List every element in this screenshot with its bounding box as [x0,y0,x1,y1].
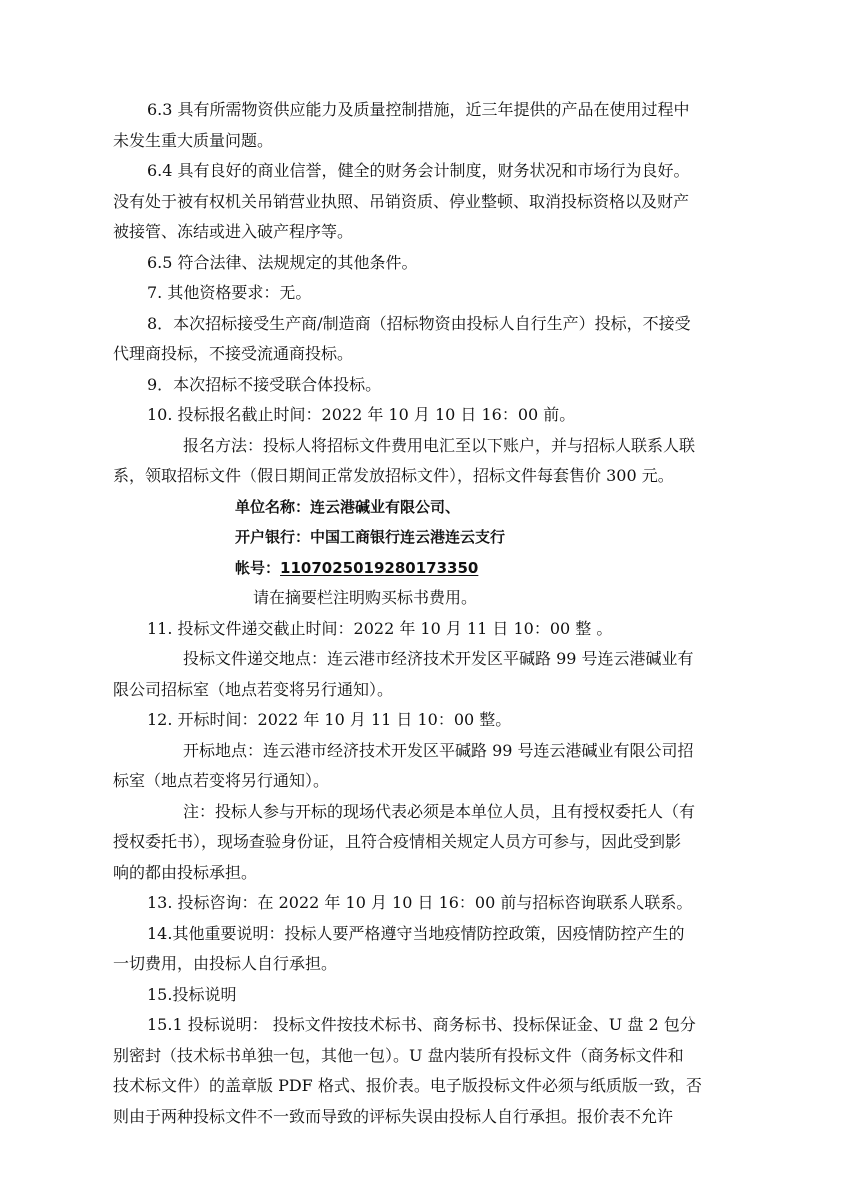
bank-name: 开户银行：中国工商银行连云港连云支行 [235,528,506,546]
text-line: 标室（地点若变将另行通知）。 [113,771,330,790]
text-line: 未发生重大质量问题。 [113,130,274,150]
text-line: 8．本次招标接受生产商/制造商（招标物资由投标人自行生产）投标，不接受 [147,313,691,333]
text-line: 15.1 投标说明： 投标文件按技术标书、商务标书、投标保证金、U 盘 2 包分 [147,1015,696,1034]
text-line: 则由于两种投标文件不一致而导致的评标失误由投标人自行承担。报价表不允许 [113,1106,674,1126]
text-line: 限公司招标室（地点若变将另行通知）。 [113,679,394,699]
text-line: 代理商投标，不接受流通商投标。 [113,344,354,363]
text-line: 12. 开标时间：2022 年 10 月 11 日 10：00 整。 [147,710,512,729]
text-line: 13. 投标咨询：在 2022 年 10 月 10 日 16：00 前与招标咨询联系人联系。 [147,893,693,912]
text-line: 技术标文件）的盖章版 PDF 格式、报价表。电子版投标文件必须与纸质版一致，否 [113,1076,702,1095]
text-line: 10. 投标报名截止时间：2022 年 10 月 10 日 16：00 前。 [147,405,576,424]
text-line: 6.3 具有所需物资供应能力及质量控制措施，近三年提供的产品在使用过程中 [147,100,690,119]
text-line: 14.其他重要说明：投标人要严格遵守当地疫情防控政策，因疫情防控产生的 [147,923,685,943]
text-line: 开标地点：连云港市经济技术开发区平碱路 99 号连云港碱业有限公司招 [183,740,694,760]
bank-unit-name: 单位名称：连云港碱业有限公司、 [235,497,461,516]
text-line: 系，领取招标文件（假日期间正常发放招标文件），招标文件每套售价 300 元。 [113,466,674,485]
text-line: 响的都由投标承担。 [113,862,258,882]
text-line: 投标文件递交地点：连云港市经济技术开发区平碱路 99 号连云港碱业有 [183,649,694,668]
text-line: 9．本次招标不接受联合体投标。 [147,374,382,394]
text-line: 报名方法：投标人将招标文件费用电汇至以下账户，并与招标人联系人联 [183,435,696,455]
text-line: 授权委托书），现场查验身份证，且符合疫情相关规定人员方可参与，因此受到影 [113,832,682,851]
bank-note: 请在摘要栏注明购买标书费用。 [253,588,478,607]
text-line: 注：投标人参与开标的现场代表必须是本单位人员，且有授权委托人（有 [183,801,696,821]
account-label: 帐号： [235,558,281,577]
text-line: 被接管、冻结或进入破产程序等。 [113,222,354,241]
text-line: 7. 其他资格要求：无。 [147,283,312,302]
text-line: 别密封（技术标书单独一包，其他一包）。U 盘内装所有投标文件（商务标文件和 [113,1045,684,1065]
bank-account [113,560,737,591]
text-line: 一切费用，由投标人自行承担。 [113,954,338,973]
document-body [113,102,737,1139]
text-line: 6.4 具有良好的商业信誉，健全的财务会计制度，财务状况和市场行为良好。 [147,161,690,180]
text-line: 6.5 符合法律、法规规定的其他条件。 [147,252,418,272]
text-line: 没有处于被有权机关吊销营业执照、吊销资质、停业整顿、取消投标资格以及财产 [113,191,690,211]
text-line: 11. 投标文件递交截止时间：2022 年 10 月 11 日 10：00 整 。 [147,618,613,638]
account-number: 1107025019280173350 [280,558,479,577]
section-heading: 15.投标说明 [147,984,237,1004]
